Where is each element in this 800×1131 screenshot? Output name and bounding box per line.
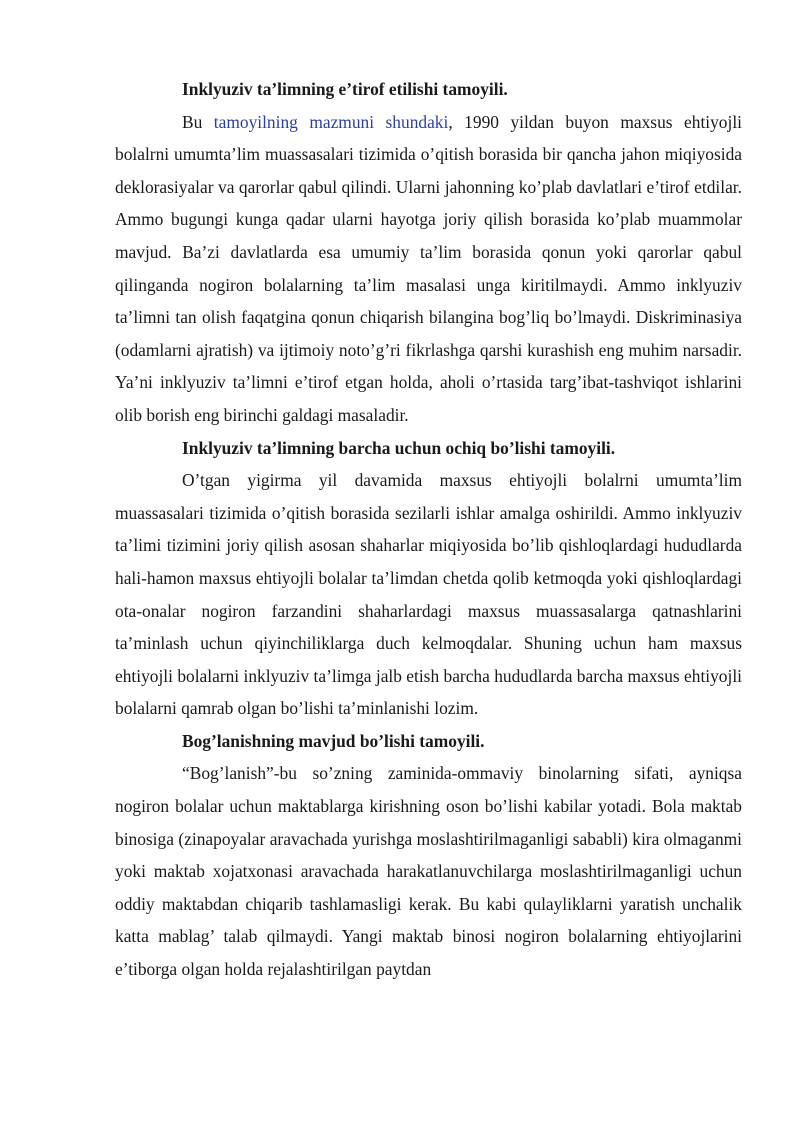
section-heading-recognition: Inklyuziv ta’limning e’tirof etilishi tamoyili. [182, 79, 508, 99]
section-paragraph-openness: O’tgan yigirma yil davamida maxsus ehtiyojli bolalrni umumta’lim muassasalari tizimida o’qitish borasida sezilarli ishlar amalga oshirildi. Ammo inklyuziv ta’limi tizimini joriy qilish asosan shaharlar miqiyosida bo’lib qishloqlardagi hududlarda hali-hamon maxsus ehtiyojli bolalar ta’limdan chetda qolib ketmoqda yoki qishloqlardagi ota-onalar nogiron farzandini shaharlardagi maxsus muassasalarga qatnashlarini ta’minlash uchun qiyinchiliklarga duch kelmoqdalar. Shuning uchun ham maxsus ehtiyojli bolalarni inklyuziv ta’limga jalb etish barcha hududlarda barcha maxsus ehtiyojli bolalarni qamrab olgan bo’lishi ta’minlanishi lozim. [115, 470, 742, 719]
paragraph-rest-text: , 1990 yildan buyon maxsus ehtiyojli bolalrni umumta’lim muassasalari tizimida o’qitish borasida bir qancha jahon miqiyosida deklorasiyalar va qarorlar qabul qilindi. Ularni jahonning ko’plab davlatlari e’tirof etdilar. Ammo bugungi kunga qadar ularni hayotga joriy qilish borasida ko’plab muammolar mavjud. Ba’zi davlatlarda esa umumiy ta’lim borasida qonun yoki qarorlar qabul qilinganda nogiron bolalarning ta’lim masalasi unga kiritilmaydi. Ammo inklyuziv ta’limni tan olish faqatgina qonun chiqarish bilangina bog’liq bo’lmaydi. Diskriminasiya (odamlarni ajratish) va ijtimoiy noto’g’ri fikrlashga qarshi kurashish eng muhim narsadir. Ya’ni inklyuziv ta’limni e’tirof etgan holda, aholi o’rtasida targ’ibat-tashviqot ishlarini olib borish eng birinchi galdagi masaladir. [115, 111, 742, 425]
section-paragraph-accessibility: “Bog’lanish”-bu so’zning zaminida-ommaviy binolarning sifati, ayniqsa nogiron bolalar uchun maktablarga kirishning oson bo’lishi kabilar yotadi. Bola maktab binosiga (zinapoyalar aravachada yurishga moslashtirilmaganligi sababli) kira olmaganmi yoki maktab xojatxonasi aravachada harakatlanuvchilarga moslashtirilmaganligi uchun oddiy maktabdan chiqarib tashlamasligi kerak. Bu kabi qulayliklarni yaratish unchalik katta mablag’ talab qilmaydi. Yangi maktab binosi nogiron bolalarning ehtiyojlarini e’tiborga olgan holda rejalashtirilgan paytdan [115, 763, 742, 980]
section-heading-accessibility: Bog’lanishning mavjud bo’lishi tamoyili. [182, 730, 485, 751]
document-page [115, 73, 742, 986]
highlighted-phrase-link[interactable]: tamoyilning mazmuni shundaki [213, 111, 449, 132]
section-paragraph-recognition [115, 106, 742, 432]
paragraph-start-text: Bu [182, 111, 214, 132]
section-heading-openness: Inklyuziv ta’limning barcha uchun ochiq bo’lishi tamoyili. [182, 437, 616, 458]
